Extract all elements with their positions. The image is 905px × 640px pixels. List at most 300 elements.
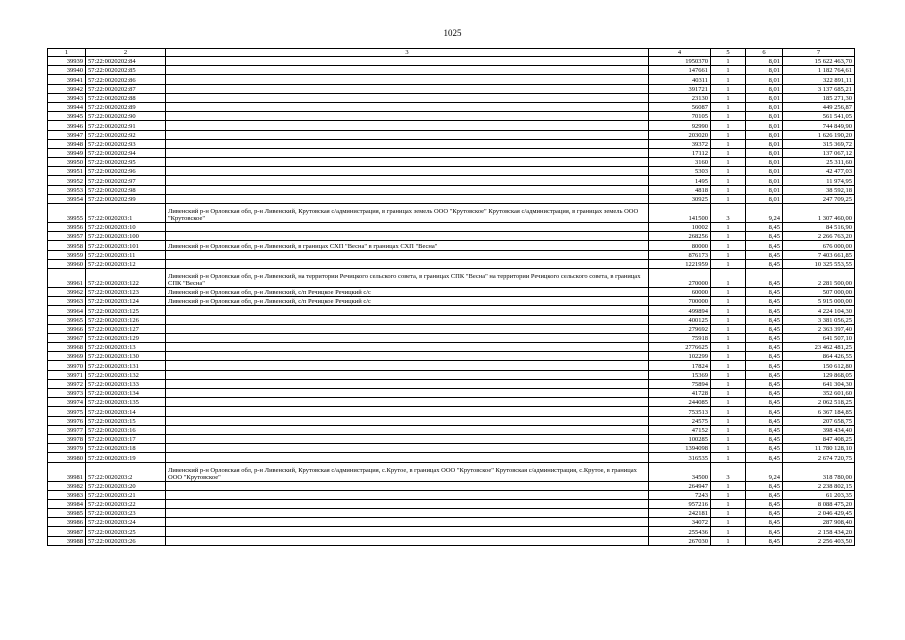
address-description [166, 444, 649, 453]
cadastral-number: 57:22:0020202:87 [86, 84, 166, 93]
category-code: 1 [711, 379, 746, 388]
row-number: 39960 [48, 259, 86, 268]
page-number: 1025 [443, 28, 462, 38]
cadastral-number: 57:22:0020203:18 [86, 444, 166, 453]
category-code: 1 [711, 194, 746, 203]
category-code: 1 [711, 352, 746, 361]
rate-value: 8,01 [746, 121, 783, 130]
table-row [48, 148, 855, 157]
category-code: 3 [711, 204, 746, 223]
area-value: 753513 [649, 407, 711, 416]
cadastral-number: 57:22:0020202:98 [86, 185, 166, 194]
address-description [166, 425, 649, 434]
row-number: 39976 [48, 416, 86, 425]
column-header: 6 [746, 49, 783, 57]
row-number: 39940 [48, 66, 86, 75]
cadastral-value: 10 325 553,55 [783, 259, 855, 268]
rate-value: 8,45 [746, 499, 783, 508]
cadastral-value: 8 088 475,20 [783, 499, 855, 508]
row-number: 39971 [48, 370, 86, 379]
cadastral-number: 57:22:0020203:125 [86, 306, 166, 315]
category-code: 1 [711, 333, 746, 342]
area-value: 60000 [649, 287, 711, 296]
address-description: Ливенский р-н Орловская обл, р-н Ливенский, Крутовская с/администрация, с.Крутое, в границах ООО "Крутовское" Крутовская с/администрация, с.Крутое, в границах ООО "Крутовское" [166, 462, 649, 481]
cadastral-value: 42 477,03 [783, 167, 855, 176]
cadastral-number: 57:22:0020202:91 [86, 121, 166, 130]
category-code: 1 [711, 112, 746, 121]
cadastral-value: 641 304,30 [783, 379, 855, 388]
address-description [166, 185, 649, 194]
address-description [166, 158, 649, 167]
cadastral-number: 57:22:0020202:93 [86, 139, 166, 148]
table-row [48, 398, 855, 407]
area-value: 203020 [649, 130, 711, 139]
category-code: 1 [711, 416, 746, 425]
area-value: 24575 [649, 416, 711, 425]
row-number: 39946 [48, 121, 86, 130]
category-code: 1 [711, 148, 746, 157]
rate-value: 8,45 [746, 453, 783, 462]
address-description: Ливенский р-н Орловская обл, р-н Ливенский, с/п Речицкое Речицкий с/с [166, 287, 649, 296]
rate-value: 8,45 [746, 518, 783, 527]
address-description [166, 324, 649, 333]
category-code: 1 [711, 370, 746, 379]
cadastral-number: 57:22:0020202:90 [86, 112, 166, 121]
rate-value: 8,45 [746, 527, 783, 536]
address-description [166, 148, 649, 157]
address-description [166, 93, 649, 102]
area-value: 499894 [649, 306, 711, 315]
table-row [48, 204, 855, 223]
cadastral-number: 57:22:0020203:129 [86, 333, 166, 342]
category-code: 1 [711, 434, 746, 443]
cadastral-number: 57:22:0020203:22 [86, 499, 166, 508]
address-description [166, 453, 649, 462]
category-code: 1 [711, 232, 746, 241]
row-number: 39957 [48, 232, 86, 241]
row-number: 39988 [48, 536, 86, 545]
category-code: 3 [711, 462, 746, 481]
rate-value: 8,01 [746, 93, 783, 102]
rate-value: 8,01 [746, 167, 783, 176]
category-code: 1 [711, 84, 746, 93]
area-value: 92990 [649, 121, 711, 130]
address-description: Ливенский р-н Орловская обл, р-н Ливенский, в границах СХП "Весна" в границах СХП "Весна" [166, 241, 649, 250]
cadastral-value: 2 363 397,40 [783, 324, 855, 333]
row-number: 39982 [48, 481, 86, 490]
cadastral-value: 61 203,35 [783, 490, 855, 499]
table-row [48, 250, 855, 259]
row-number: 39987 [48, 527, 86, 536]
area-value: 700000 [649, 297, 711, 306]
column-header: 4 [649, 49, 711, 57]
area-value: 39372 [649, 139, 711, 148]
address-description [166, 112, 649, 121]
row-number: 39963 [48, 297, 86, 306]
rate-value: 8,01 [746, 75, 783, 84]
cadastral-number: 57:22:0020203:23 [86, 509, 166, 518]
cadastral-number: 57:22:0020203:2 [86, 462, 166, 481]
cadastral-value: 322 891,11 [783, 75, 855, 84]
address-description [166, 499, 649, 508]
cadastral-number: 57:22:0020202:99 [86, 194, 166, 203]
cadastral-value: 315 369,72 [783, 139, 855, 148]
address-description [166, 434, 649, 443]
area-value: 40311 [649, 75, 711, 84]
cadastral-value: 676 000,00 [783, 241, 855, 250]
cadastral-number: 57:22:0020203:26 [86, 536, 166, 545]
rate-value: 9,24 [746, 204, 783, 223]
row-number: 39961 [48, 268, 86, 287]
table-row [48, 407, 855, 416]
category-code: 1 [711, 297, 746, 306]
cadastral-number: 57:22:0020203:12 [86, 259, 166, 268]
address-description [166, 370, 649, 379]
cadastral-value: 5 915 000,00 [783, 297, 855, 306]
rate-value: 8,45 [746, 268, 783, 287]
row-number: 39948 [48, 139, 86, 148]
table-row [48, 462, 855, 481]
cadastral-number: 57:22:0020203:100 [86, 232, 166, 241]
rate-value: 8,45 [746, 287, 783, 296]
rate-value: 8,45 [746, 509, 783, 518]
cadastral-value: 4 224 104,30 [783, 306, 855, 315]
address-description [166, 343, 649, 352]
category-code: 1 [711, 287, 746, 296]
table-row [48, 176, 855, 185]
table-row [48, 102, 855, 111]
row-number: 39944 [48, 102, 86, 111]
cadastral-value: 641 507,10 [783, 333, 855, 342]
area-value: 400125 [649, 315, 711, 324]
area-value: 1950370 [649, 57, 711, 66]
category-code: 1 [711, 536, 746, 545]
table-row [48, 389, 855, 398]
category-code: 1 [711, 389, 746, 398]
address-description [166, 416, 649, 425]
row-number: 39956 [48, 223, 86, 232]
row-number: 39955 [48, 204, 86, 223]
row-number: 39952 [48, 176, 86, 185]
rate-value: 8,01 [746, 84, 783, 93]
area-value: 80000 [649, 241, 711, 250]
table-header-row [48, 49, 855, 57]
table-row [48, 167, 855, 176]
category-code: 1 [711, 453, 746, 462]
row-number: 39949 [48, 148, 86, 157]
rate-value: 8,45 [746, 352, 783, 361]
category-code: 1 [711, 57, 746, 66]
address-description [166, 407, 649, 416]
row-number: 39947 [48, 130, 86, 139]
area-value: 264947 [649, 481, 711, 490]
category-code: 1 [711, 185, 746, 194]
column-header: 3 [166, 49, 649, 57]
table-row [48, 453, 855, 462]
rate-value: 8,45 [746, 306, 783, 315]
category-code: 1 [711, 425, 746, 434]
rate-value: 8,45 [746, 361, 783, 370]
table-row [48, 425, 855, 434]
cadastral-number: 57:22:0020203:101 [86, 241, 166, 250]
area-value: 316535 [649, 453, 711, 462]
area-value: 141500 [649, 204, 711, 223]
cadastral-number: 57:22:0020203:124 [86, 297, 166, 306]
area-value: 244085 [649, 398, 711, 407]
area-value: 100285 [649, 434, 711, 443]
rate-value: 8,45 [746, 379, 783, 388]
rate-value: 8,45 [746, 241, 783, 250]
row-number: 39943 [48, 93, 86, 102]
row-number: 39966 [48, 324, 86, 333]
category-code: 1 [711, 93, 746, 102]
cadastral-value: 38 592,18 [783, 185, 855, 194]
cadastral-value: 7 403 661,85 [783, 250, 855, 259]
category-code: 1 [711, 324, 746, 333]
category-code: 1 [711, 343, 746, 352]
rate-value: 8,45 [746, 481, 783, 490]
row-number: 39973 [48, 389, 86, 398]
area-value: 4818 [649, 185, 711, 194]
area-value: 15369 [649, 370, 711, 379]
area-value: 56087 [649, 102, 711, 111]
table-row [48, 139, 855, 148]
rate-value: 8,45 [746, 315, 783, 324]
rate-value: 8,01 [746, 185, 783, 194]
address-description [166, 223, 649, 232]
cadastral-value: 1 626 190,20 [783, 130, 855, 139]
cadastral-value: 2 256 403,50 [783, 536, 855, 545]
cadastral-number: 57:22:0020202:94 [86, 148, 166, 157]
row-number: 39986 [48, 518, 86, 527]
category-code: 1 [711, 139, 746, 148]
cadastral-value: 2 674 720,75 [783, 453, 855, 462]
column-header: 5 [711, 49, 746, 57]
category-code: 1 [711, 499, 746, 508]
rate-value: 8,01 [746, 57, 783, 66]
row-number: 39941 [48, 75, 86, 84]
rate-value: 8,01 [746, 194, 783, 203]
category-code: 1 [711, 75, 746, 84]
cadastral-number: 57:22:0020202:89 [86, 102, 166, 111]
address-description [166, 75, 649, 84]
area-value: 242181 [649, 509, 711, 518]
table-row [48, 259, 855, 268]
address-description: Ливенский р-н Орловская обл, р-н Ливенский, на территории Речицкого сельского совета, в границах СПК "Весна" на территории Речицкого сельского совета, в границах СПК "Весна" [166, 268, 649, 287]
address-description [166, 389, 649, 398]
table-row [48, 416, 855, 425]
category-code: 1 [711, 398, 746, 407]
address-description [166, 259, 649, 268]
row-number: 39965 [48, 315, 86, 324]
cadastral-value: 185 271,30 [783, 93, 855, 102]
table-row [48, 499, 855, 508]
cadastral-number: 57:22:0020203:134 [86, 389, 166, 398]
area-value: 1394098 [649, 444, 711, 453]
area-value: 5303 [649, 167, 711, 176]
area-value: 267030 [649, 536, 711, 545]
row-number: 39972 [48, 379, 86, 388]
rate-value: 8,45 [746, 297, 783, 306]
table-row [48, 509, 855, 518]
table-row [48, 324, 855, 333]
address-description [166, 536, 649, 545]
address-description [166, 379, 649, 388]
category-code: 1 [711, 306, 746, 315]
cadastral-value: 507 000,00 [783, 287, 855, 296]
table-row [48, 518, 855, 527]
rate-value: 8,01 [746, 139, 783, 148]
address-description [166, 167, 649, 176]
cadastral-number: 57:22:0020202:92 [86, 130, 166, 139]
table-row [48, 527, 855, 536]
cadastral-number: 57:22:0020203:1 [86, 204, 166, 223]
cadastral-value: 449 256,87 [783, 102, 855, 111]
cadastral-number: 57:22:0020202:84 [86, 57, 166, 66]
cadastral-number: 57:22:0020203:14 [86, 407, 166, 416]
cadastral-number: 57:22:0020203:133 [86, 379, 166, 388]
row-number: 39958 [48, 241, 86, 250]
category-code: 1 [711, 250, 746, 259]
rate-value: 8,45 [746, 333, 783, 342]
row-number: 39967 [48, 333, 86, 342]
cadastral-number: 57:22:0020202:85 [86, 66, 166, 75]
row-number: 39968 [48, 343, 86, 352]
rate-value: 8,01 [746, 112, 783, 121]
category-code: 1 [711, 223, 746, 232]
table-row [48, 84, 855, 93]
cadastral-value: 352 601,60 [783, 389, 855, 398]
row-number: 39979 [48, 444, 86, 453]
cadastral-value: 11 974,95 [783, 176, 855, 185]
row-number: 39962 [48, 287, 86, 296]
cadastral-value: 150 612,80 [783, 361, 855, 370]
row-number: 39983 [48, 490, 86, 499]
cadastral-value: 11 780 128,10 [783, 444, 855, 453]
table-row [48, 121, 855, 130]
address-description [166, 398, 649, 407]
cadastral-value: 2 062 518,25 [783, 398, 855, 407]
cadastral-value: 137 067,12 [783, 148, 855, 157]
cadastral-number: 57:22:0020202:88 [86, 93, 166, 102]
table-row [48, 66, 855, 75]
cadastral-value: 847 408,25 [783, 434, 855, 443]
category-code: 1 [711, 259, 746, 268]
rate-value: 8,45 [746, 324, 783, 333]
table-row [48, 158, 855, 167]
cadastral-number: 57:22:0020203:126 [86, 315, 166, 324]
row-number: 39974 [48, 398, 86, 407]
area-value: 1221959 [649, 259, 711, 268]
rate-value: 8,01 [746, 176, 783, 185]
address-description [166, 315, 649, 324]
table-row [48, 361, 855, 370]
category-code: 1 [711, 66, 746, 75]
table-row [48, 434, 855, 443]
cadastral-value: 561 541,05 [783, 112, 855, 121]
category-code: 1 [711, 481, 746, 490]
category-code: 1 [711, 527, 746, 536]
rate-value: 8,45 [746, 343, 783, 352]
area-value: 2776625 [649, 343, 711, 352]
category-code: 1 [711, 102, 746, 111]
row-number: 39964 [48, 306, 86, 315]
table-row [48, 112, 855, 121]
category-code: 1 [711, 158, 746, 167]
category-code: 1 [711, 361, 746, 370]
row-number: 39978 [48, 434, 86, 443]
table-row [48, 223, 855, 232]
cadastral-value: 2 046 429,45 [783, 509, 855, 518]
area-value: 75918 [649, 333, 711, 342]
rate-value: 8,45 [746, 398, 783, 407]
address-description [166, 306, 649, 315]
row-number: 39969 [48, 352, 86, 361]
address-description [166, 361, 649, 370]
cadastral-value: 1 182 764,61 [783, 66, 855, 75]
category-code: 1 [711, 315, 746, 324]
cadastral-number: 57:22:0020203:135 [86, 398, 166, 407]
area-value: 34072 [649, 518, 711, 527]
area-value: 41728 [649, 389, 711, 398]
table-row [48, 306, 855, 315]
address-description [166, 57, 649, 66]
column-header: 1 [48, 49, 86, 57]
cadastral-value: 3 137 685,21 [783, 84, 855, 93]
rate-value: 9,24 [746, 462, 783, 481]
address-description [166, 194, 649, 203]
table-row [48, 241, 855, 250]
address-description [166, 102, 649, 111]
cadastral-value: 287 908,40 [783, 518, 855, 527]
table-row [48, 444, 855, 453]
rate-value: 8,45 [746, 407, 783, 416]
cadastral-number: 57:22:0020203:127 [86, 324, 166, 333]
rate-value: 8,45 [746, 389, 783, 398]
rate-value: 8,45 [746, 536, 783, 545]
category-code: 1 [711, 176, 746, 185]
cadastral-number: 57:22:0020203:17 [86, 434, 166, 443]
table-row [48, 536, 855, 545]
cadastral-value: 207 658,75 [783, 416, 855, 425]
column-header: 2 [86, 49, 166, 57]
address-description [166, 84, 649, 93]
table-row [48, 379, 855, 388]
cadastral-number: 57:22:0020202:86 [86, 75, 166, 84]
cadastral-value: 129 868,05 [783, 370, 855, 379]
address-description [166, 352, 649, 361]
cadastral-number: 57:22:0020202:96 [86, 167, 166, 176]
land-registry-table [47, 48, 855, 546]
row-number: 39945 [48, 112, 86, 121]
category-code: 1 [711, 241, 746, 250]
rate-value: 8,45 [746, 370, 783, 379]
row-number: 39985 [48, 509, 86, 518]
area-value: 17824 [649, 361, 711, 370]
address-description [166, 121, 649, 130]
table-row [48, 297, 855, 306]
row-number: 39953 [48, 185, 86, 194]
cadastral-value: 84 516,90 [783, 223, 855, 232]
cadastral-value: 247 709,25 [783, 194, 855, 203]
category-code: 1 [711, 167, 746, 176]
cadastral-number: 57:22:0020203:21 [86, 490, 166, 499]
rate-value: 8,45 [746, 223, 783, 232]
table-row [48, 490, 855, 499]
cadastral-value: 2 158 434,20 [783, 527, 855, 536]
area-value: 47152 [649, 425, 711, 434]
address-description [166, 509, 649, 518]
